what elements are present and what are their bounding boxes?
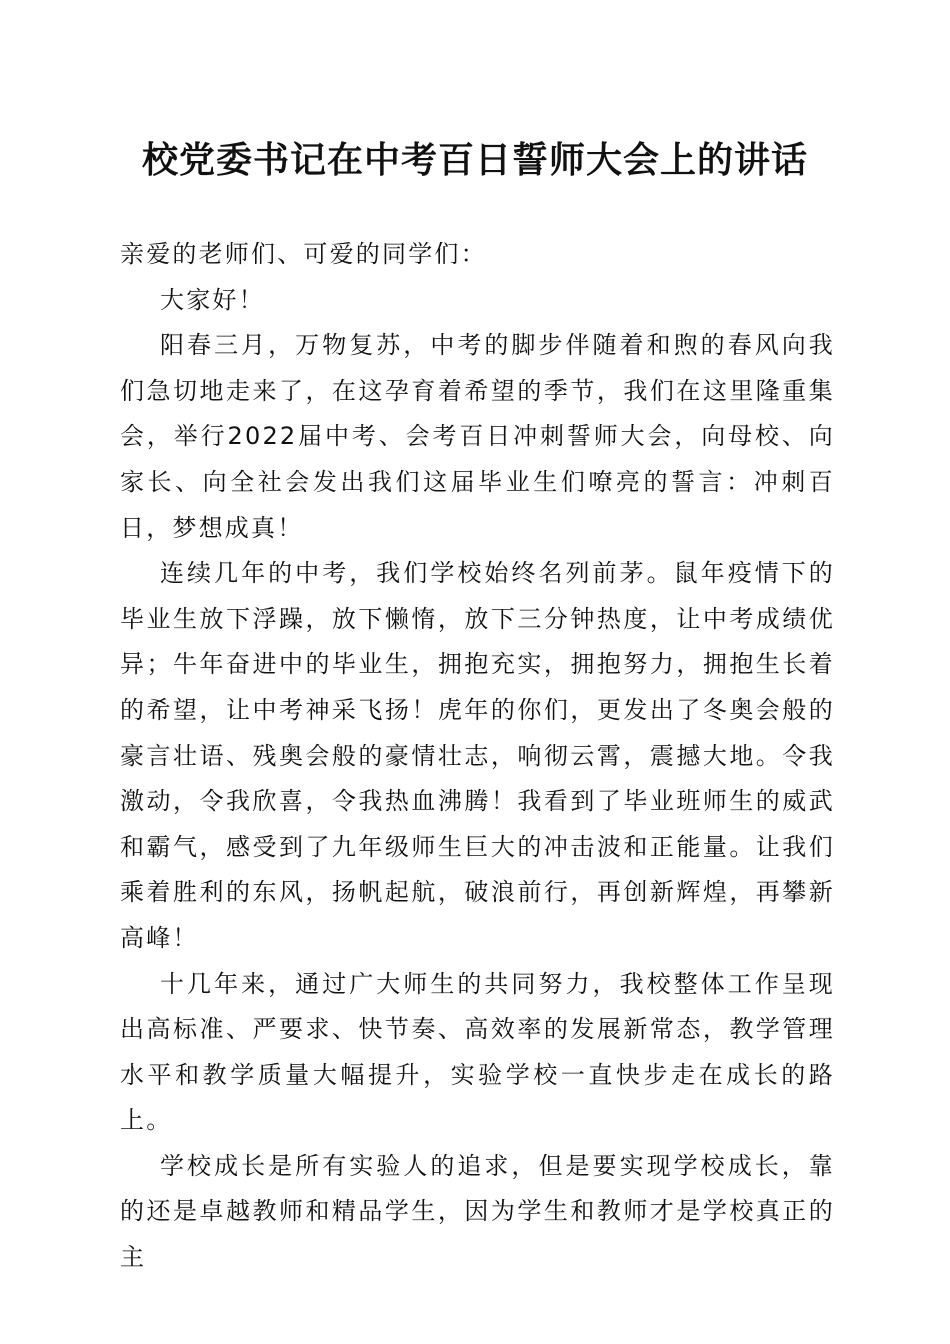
paragraph-4: 学校成长是所有实验人的追求，但是要实现学校成长，靠的还是卓越教师和精品学生，因为学生和教师才是学校真正的主 [120, 1151, 835, 1272]
paragraph-3: 十几年来，通过广大师生的共同努力，我校整体工作呈现出高标准、严要求、快节奏、高效率的发展新常态，教学管理水平和教学质量大幅提升，实验学校一直快步走在成长的路上。 [120, 969, 835, 1135]
paragraph-2: 连续几年的中考，我们学校始终名列前茅。鼠年疫情下的毕业生放下浮躁，放下懒惰，放下三分钟热度，让中考成绩优异；牛年奋进中的毕业生，拥抱充实，拥抱努力，拥抱生长着的希望，让中考神采飞扬！虎年的你们，更发出了冬奥会般的豪言壮语、残奥会般的豪情壮志，响彻云霄，震撼大地。令我激动，令我欣喜，令我热血沸腾！我看到了毕业班师生的威武和霸气，感受到了九年级师生巨大的冲击波和正能量。让我们乘着胜利的东风，扬帆起航，破浪前行，再创新辉煌，再攀新高峰！ [120, 559, 835, 952]
greeting: 大家好！ [160, 285, 265, 314]
salutation: 亲爱的老师们、可爱的同学们： [120, 240, 487, 268]
document-title: 校党委书记在中考百日誓师大会上的讲话 [141, 139, 808, 181]
document-body [120, 232, 835, 1281]
paragraph-1: 阳春三月，万物复苏，中考的脚步伴随着和煦的春风向我们急切地走来了，在这孕育着希望的季节，我们在这里隆重集会，举行2022届中考、会考百日冲刺誓师大会，向母校、向家长、向全社会发出我们这届毕业生们嘹亮的誓言：冲刺百日，梦想成真！ [120, 331, 835, 542]
